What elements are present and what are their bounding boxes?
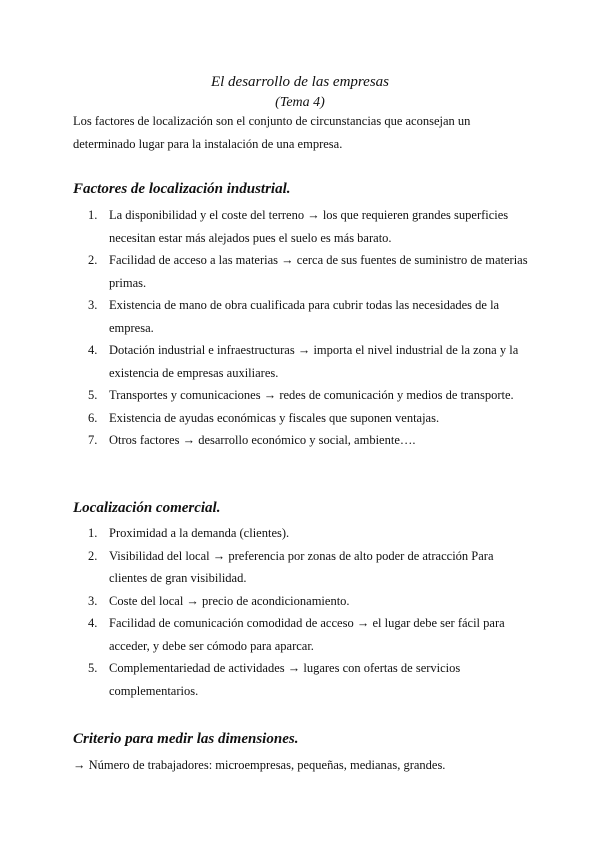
dimension-criterion-line: → Número de trabajadores: microempresas, pequeñas, medianas, grandes. (73, 758, 446, 772)
list-item (73, 545, 533, 590)
item-number: 3. (88, 298, 98, 312)
item-text: Transportes y comunicaciones → redes de comunicación y medios de transporte. (109, 388, 514, 402)
item-number: 1. (88, 208, 98, 222)
section-heading-commercial: Localización comercial. (73, 500, 221, 516)
commercial-location-list (73, 522, 533, 702)
industrial-factors-list (73, 204, 533, 452)
item-number: 4. (88, 616, 98, 630)
item-number: 2. (88, 548, 98, 563)
item-text: Visibilidad del local → preferencia por zonas de alto poder de atracción Para clientes de gran visibilidad. (109, 548, 494, 585)
item-text: Existencia de ayudas económicas y fiscales que suponen ventajas. (109, 410, 440, 425)
intro-paragraph: Los factores de localización son el conjunto de circunstancias que aconsejan un determinado lugar para la instalación de una empresa. (73, 114, 471, 151)
list-item (73, 339, 533, 384)
section-heading-industrial: Factores de localización industrial. (73, 181, 291, 197)
list-item (73, 429, 533, 452)
list-item (73, 522, 533, 545)
item-number: 1. (88, 526, 98, 540)
item-text: Otros factores → desarrollo económico y social, ambiente…. (109, 433, 416, 447)
list-item (73, 384, 533, 407)
item-text: Proximidad a la demanda (clientes). (109, 526, 290, 540)
item-text: Facilidad de comunicación comodidad de acceso → el lugar debe ser fácil para acceder, y debe ser cómodo para aparcar. (109, 616, 505, 653)
item-number: 4. (88, 343, 98, 357)
item-number: 5. (88, 661, 98, 675)
item-number: 6. (88, 410, 98, 425)
list-item (73, 204, 533, 249)
item-text: Dotación industrial e infraestructuras → importa el nivel industrial de la zona y la existencia de empresas auxiliares. (109, 343, 519, 380)
list-item (73, 612, 533, 657)
document-subtitle: (Tema 4) (275, 95, 325, 110)
section-heading-dimensions: Criterio para medir las dimensiones. (73, 731, 299, 747)
item-text: Complementariedad de actividades → lugares con ofertas de servicios complementarios. (109, 661, 461, 698)
list-item (73, 590, 533, 613)
item-text: La disponibilidad y el coste del terreno → los que requieren grandes superficies necesitan estar más alejados pues el suelo es más barato. (109, 208, 509, 245)
item-text: Existencia de mano de obra cualificada para cubrir todas las necesidades de la empresa. (109, 298, 500, 335)
item-text: Facilidad de acceso a las materias → cerca de sus fuentes de suministro de materias primas. (109, 253, 528, 290)
item-number: 7. (88, 433, 98, 447)
item-number: 3. (88, 593, 98, 608)
list-item (73, 294, 533, 339)
list-item (73, 407, 533, 430)
document-title: El desarrollo de las empresas (210, 74, 390, 90)
item-number: 5. (88, 388, 98, 402)
list-item (73, 249, 533, 294)
item-text: Coste del local → precio de acondicionamiento. (109, 593, 350, 608)
item-number: 2. (88, 253, 98, 267)
list-item (73, 657, 533, 702)
